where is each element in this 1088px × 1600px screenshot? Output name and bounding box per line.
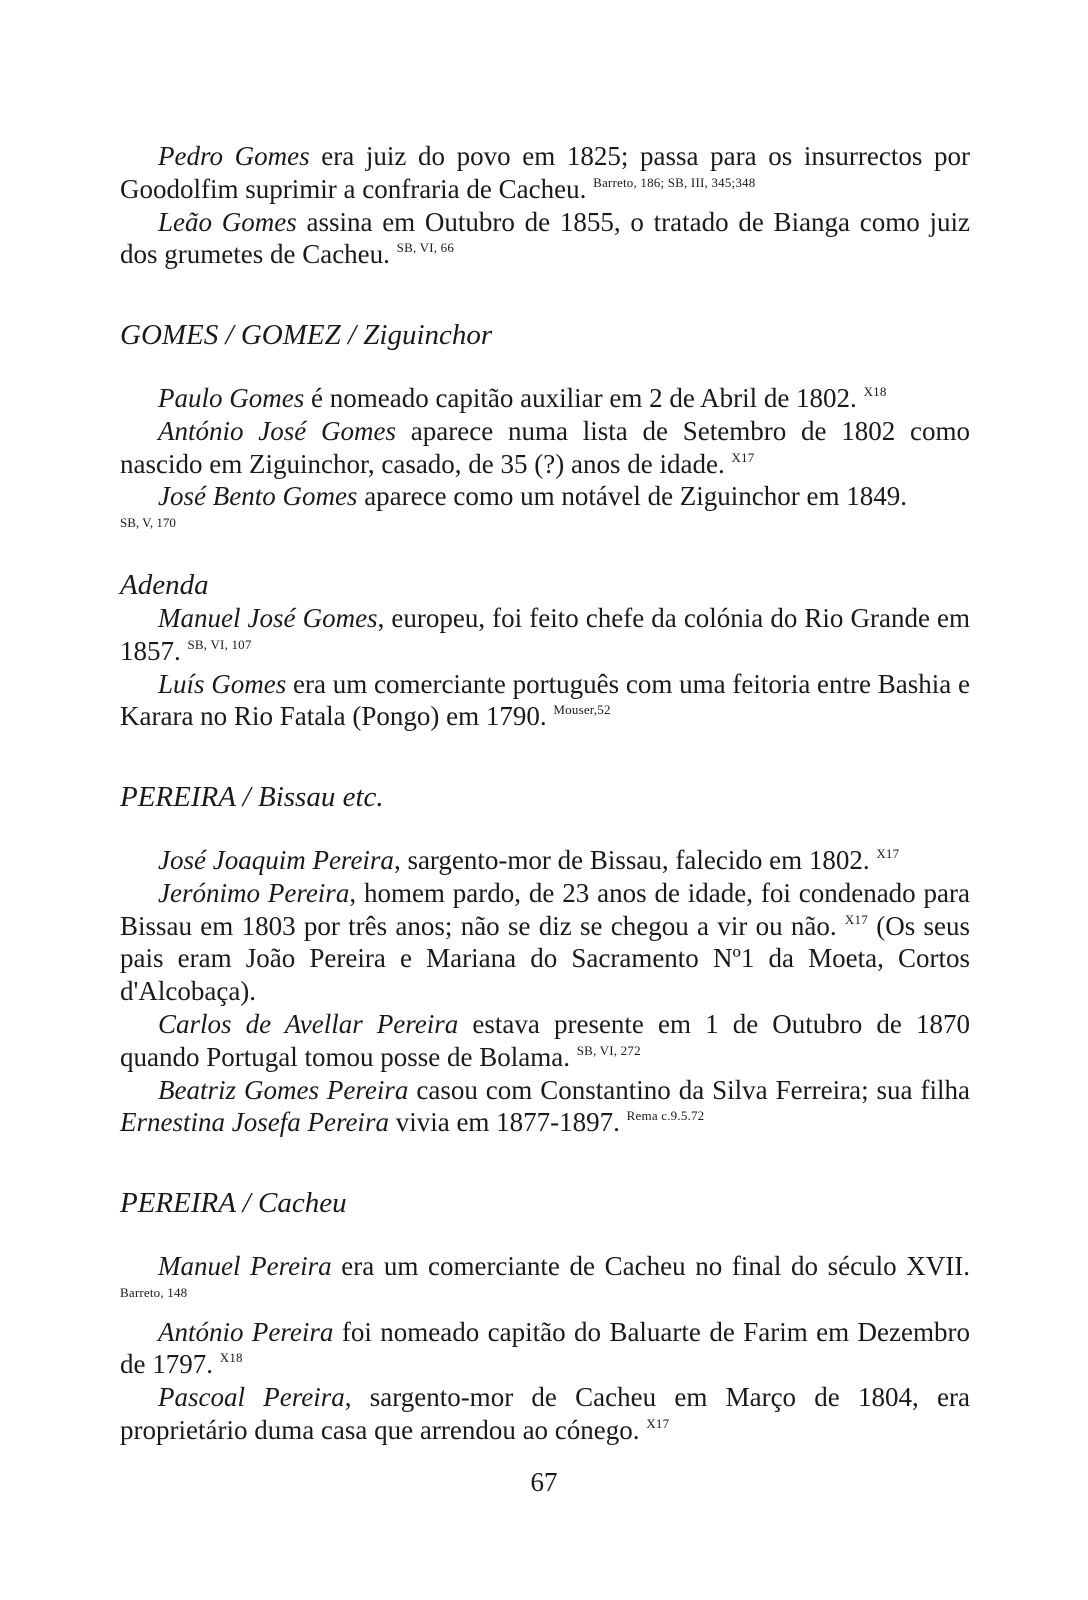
section-heading-adenda: Adenda	[120, 569, 209, 602]
entry-text: aparece numa lista de Setembro de 1802 como nascido em Ziguinchor, casado, de 35 (?) anos de idade.	[120, 415, 970, 479]
reference: SB, VI, 107	[187, 636, 252, 652]
entry-luis-gomes	[120, 668, 970, 734]
entry-paulo-gomes	[120, 382, 970, 415]
reference: Rema c.9.5.72	[626, 1108, 705, 1124]
entry-jose-bento-gomes	[120, 480, 970, 513]
spacer	[120, 814, 970, 844]
reference: SB, VI, 272	[576, 1042, 641, 1058]
reference: X17	[646, 1415, 670, 1431]
entry-manuel-jose-gomes	[120, 602, 970, 668]
entry-text: era um comerciante de Cacheu no final do século XVII.	[331, 1250, 970, 1281]
person-name: António Pereira	[158, 1316, 334, 1347]
spacer	[120, 533, 970, 569]
entry-text: aparece como um notável de Ziguinchor em 1849.	[357, 481, 908, 512]
entry-text: assina em Outubro de 1855, o tratado de Bianga como juiz dos grumetes de Cacheu.	[120, 206, 970, 270]
person-name: José Bento Gomes	[158, 481, 358, 512]
entry-manuel-pereira	[120, 1250, 970, 1316]
entry-carlos-de-avellar-pereira	[120, 1008, 970, 1074]
spacer	[120, 1139, 970, 1187]
reference: X17	[844, 911, 868, 927]
spacer	[120, 1220, 970, 1250]
entry-text-continued: (Os seus pais eram João Pereira e Mariana do Sacramento Nº1 da Moeta, Cortos d'Alcobaça).	[120, 910, 970, 1007]
entry-text: estava presente em 1 de Outubro de 1870 quando Portugal tomou posse de Bolama.	[120, 1008, 970, 1072]
entry-text: , sargento-mor de Cacheu em Março de 1804, era proprietário duma casa que arrendou ao cónego.	[120, 1382, 970, 1445]
entry-text: foi nomeado capitão do Baluarte de Farim em Dezembro de 1797.	[120, 1316, 970, 1380]
person-name: Carlos de Avellar Pereira	[158, 1008, 459, 1039]
entry-jose-joaquim-pereira	[120, 844, 970, 877]
person-name: Beatriz Gomes Pereira	[158, 1074, 409, 1105]
reference: X17	[731, 449, 755, 465]
person-name: Manuel José Gomes	[158, 602, 378, 633]
reference: X18	[863, 383, 887, 399]
entry-beatriz-gomes-pereira	[120, 1074, 970, 1140]
entry-leao-gomes	[120, 206, 970, 272]
entry-text-continued: vivia em 1877-1897.	[388, 1107, 627, 1138]
person-name: Pedro Gomes	[158, 141, 310, 171]
reference: X17	[876, 845, 900, 861]
entry-jeronimo-pereira	[120, 877, 970, 1008]
entry-text: , sargento-mor de Bissau, falecido em 1802.	[393, 844, 877, 875]
person-name-daughter: Ernestina Josefa Pereira	[120, 1107, 389, 1138]
reference: SB, VI, 66	[396, 240, 455, 256]
person-name: Paulo Gomes	[158, 382, 305, 413]
entry-text: , homem pardo, de 23 anos de idade, foi condenado para Bissau em 1803 por três anos; não se diz se chegou a vir ou não.	[120, 877, 971, 941]
section-heading-pereira-cacheu: PEREIRA / Cacheu	[120, 1187, 347, 1220]
person-name: Jerónimo Pereira	[158, 877, 350, 908]
person-name: António José Gomes	[158, 415, 396, 446]
entry-text: casou com Constantino da Silva Ferreira; sua filha	[408, 1074, 970, 1105]
reference: Barreto, 148	[120, 1284, 188, 1300]
entry-pedro-gomes	[120, 140, 970, 206]
section-heading-pereira-bissau: PEREIRA / Bissau etc.	[120, 781, 384, 814]
spacer	[120, 271, 970, 319]
entry-antonio-pereira	[120, 1316, 970, 1382]
spacer	[120, 733, 970, 781]
reference: Barreto, 186; SB, III, 345;348	[593, 174, 756, 190]
spacer	[120, 352, 970, 382]
entry-text: era juiz do povo em 1825; passa para os insurrectos por Goodolfim suprimir a confraria de Cacheu.	[120, 141, 970, 204]
entry-pascoal-pereira	[120, 1381, 970, 1447]
person-name: Leão Gomes	[158, 206, 297, 237]
section-heading-ziguinchor: GOMES / GOMEZ / Ziguinchor	[120, 319, 493, 352]
entry-antonio-jose-gomes	[120, 415, 970, 481]
entry-text: era um comerciante português com uma feitoria entre Bashia e Karara no Rio Fatala (Pongo) em 1790.	[120, 668, 970, 732]
person-name: Manuel Pereira	[158, 1250, 332, 1281]
main-text	[120, 140, 970, 1447]
person-name: José Joaquim Pereira	[158, 844, 394, 875]
reference: SB, V, 170	[120, 515, 176, 531]
person-name: Luís Gomes	[158, 668, 287, 699]
reference: Mouser,52	[553, 702, 611, 718]
page-number: 67	[530, 1467, 558, 1497]
entry-text: , europeu, foi feito chefe da colónia do Rio Grande em 1857.	[120, 602, 970, 666]
reference: X18	[219, 1350, 243, 1366]
person-name: Pascoal Pereira	[158, 1382, 345, 1413]
entry-text: é nomeado capitão auxiliar em 2 de Abril de 1802.	[304, 382, 864, 413]
